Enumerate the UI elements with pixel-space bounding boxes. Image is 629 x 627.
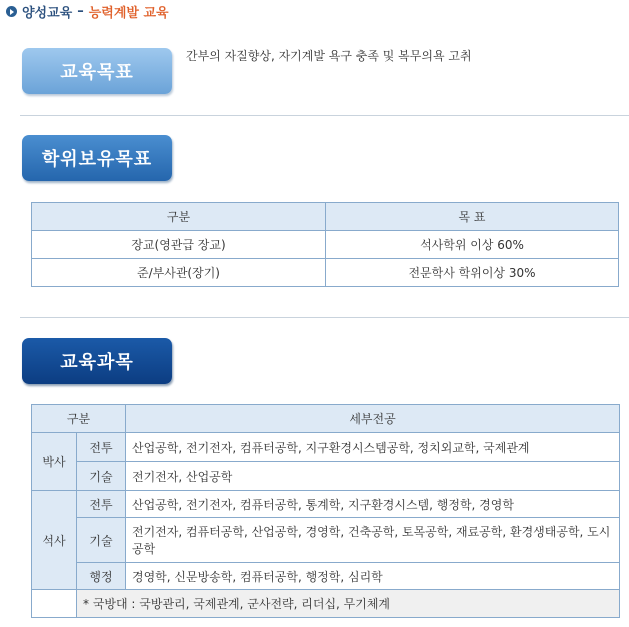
column-header-category: 구분 xyxy=(32,405,126,433)
degree-goal-heading: 학위보유목표 xyxy=(22,135,172,181)
table-row xyxy=(32,518,620,563)
courses-heading: 교육과목 xyxy=(22,338,172,384)
majors-cell: 산업공학, 전기전자, 컴퓨터공학, 지구환경시스템공학, 정치외교학, 국제관계 xyxy=(126,433,620,462)
type-cell: 기술 xyxy=(77,462,126,491)
majors-cell: 경영학, 신문방송학, 컴퓨터공학, 행정학, 심리학 xyxy=(126,563,620,590)
table-row xyxy=(32,563,620,590)
courses-table xyxy=(31,404,620,618)
table-row xyxy=(32,259,619,287)
note-cell: * 국방대 : 국방관리, 국제관계, 군사전략, 리더십, 무기체계 xyxy=(77,590,620,618)
majors-cell: 전기전자, 컴퓨터공학, 산업공학, 경영학, 건축공학, 토목공학, 재료공학, 환경생태공학, 도시공학 xyxy=(126,518,620,563)
table-header-row xyxy=(32,405,620,433)
table-row xyxy=(32,491,620,518)
divider xyxy=(20,115,629,116)
divider xyxy=(20,317,629,318)
goal-text: 간부의 자질향상, 자기계발 욕구 충족 및 복무의욕 고취 xyxy=(186,49,472,63)
level-cell: 석사 xyxy=(32,491,77,590)
note-spacer xyxy=(32,590,77,618)
goal-heading: 교육목표 xyxy=(22,48,172,94)
breadcrumb-current: 능력계발 교육 xyxy=(88,5,169,21)
bullet-arrow-icon xyxy=(6,6,17,17)
breadcrumb xyxy=(6,2,169,20)
column-header-category: 구분 xyxy=(32,203,326,231)
column-header-majors: 세부전공 xyxy=(126,405,620,433)
majors-cell: 산업공학, 전기전자, 컴퓨터공학, 통계학, 지구환경시스템, 행정학, 경영학 xyxy=(126,491,620,518)
column-header-target: 목 표 xyxy=(326,203,619,231)
table-row xyxy=(32,462,620,491)
degree-goal-table xyxy=(31,202,619,287)
row-target: 석사학위 이상 60% xyxy=(326,231,619,259)
row-target: 전문학사 학위이상 30% xyxy=(326,259,619,287)
type-cell: 전투 xyxy=(77,433,126,462)
breadcrumb-section[interactable]: 양성교육 xyxy=(22,5,73,21)
table-row xyxy=(32,590,620,618)
type-cell: 전투 xyxy=(77,491,126,518)
table-row xyxy=(32,433,620,462)
breadcrumb-separator: – xyxy=(77,3,84,19)
row-category: 장교(영관급 장교) xyxy=(32,231,326,259)
type-cell: 행정 xyxy=(77,563,126,590)
table-header-row xyxy=(32,203,619,231)
type-cell: 기술 xyxy=(77,518,126,563)
row-category: 준/부사관(장기) xyxy=(32,259,326,287)
table-row xyxy=(32,231,619,259)
level-cell: 박사 xyxy=(32,433,77,491)
majors-cell: 전기전자, 산업공학 xyxy=(126,462,620,491)
